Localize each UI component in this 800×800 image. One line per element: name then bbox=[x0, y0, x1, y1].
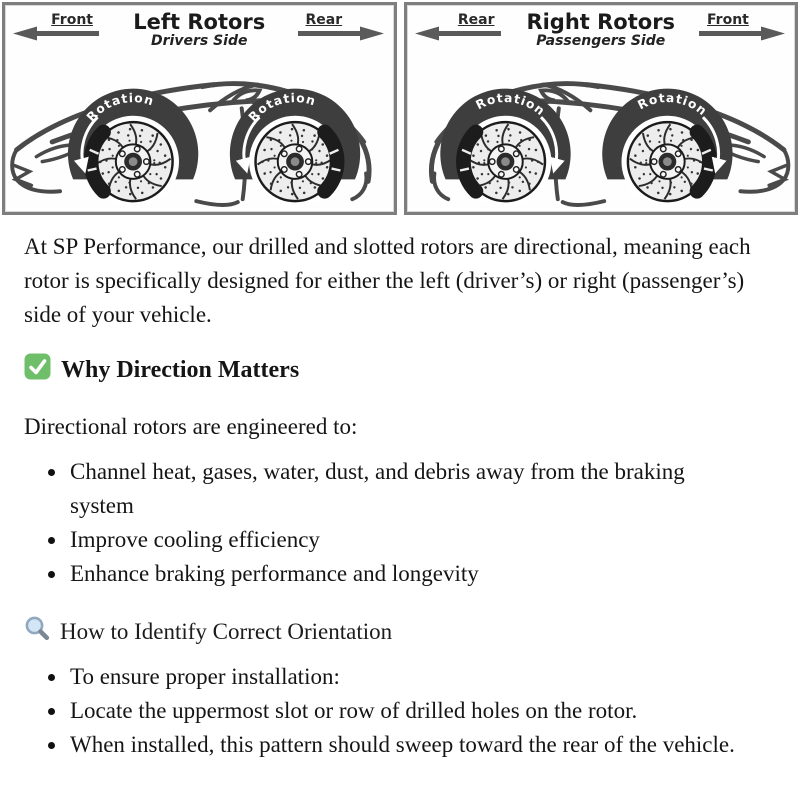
panel-left-rotors bbox=[2, 2, 397, 215]
panel-left-header bbox=[5, 5, 394, 49]
rotation-label: Rotation bbox=[634, 90, 710, 119]
article-body bbox=[0, 230, 800, 762]
car-illustration-right bbox=[407, 55, 796, 211]
panel-subtitle: Passengers Side bbox=[536, 33, 666, 50]
why-direction-matters-heading bbox=[24, 353, 772, 388]
rear-direction-indicator bbox=[415, 13, 503, 41]
engineered-lead: Directional rotors are engineered to: bbox=[24, 414, 358, 440]
panel-left-titles bbox=[101, 11, 298, 49]
rotation-label: Rotation bbox=[83, 90, 156, 125]
check-mark-icon bbox=[24, 353, 51, 388]
list-item: • Improve cooling efficiency bbox=[68, 523, 713, 557]
direction-arrow-left-icon bbox=[415, 26, 501, 41]
how-heading-label: How to Identify Correct Orientation bbox=[60, 618, 393, 644]
front-direction-indicator bbox=[699, 13, 787, 41]
rear-label: Rear bbox=[305, 12, 343, 28]
front-direction-indicator bbox=[13, 13, 101, 41]
list-item: • Locate the uppermost slot or row of drilled holes on the rotor. bbox=[68, 694, 772, 728]
why-heading-label: Why Direction Matters bbox=[61, 357, 300, 384]
magnifying-glass-icon bbox=[24, 615, 51, 649]
panel-right-rotors bbox=[404, 2, 799, 215]
intro-paragraph: At SP Performance, our drilled and slotted rotors are directional, meaning each rotor is specifically designed for either the left (driver’s) or right (passenger’s) side of your vehicle. bbox=[24, 234, 751, 327]
front-label: Front bbox=[707, 12, 749, 28]
rotation-label: Rotation bbox=[473, 90, 548, 119]
panel-title: Right Rotors bbox=[526, 10, 676, 34]
how-bullet-list bbox=[24, 660, 772, 761]
why-bullet-list bbox=[24, 455, 772, 590]
list-item: • To ensure proper installation: bbox=[68, 660, 772, 694]
panel-right-titles bbox=[503, 11, 700, 49]
direction-arrow-right-icon bbox=[699, 26, 785, 41]
direction-arrow-left-icon bbox=[13, 26, 99, 41]
panel-subtitle: Drivers Side bbox=[151, 33, 248, 50]
rear-label: Rear bbox=[457, 12, 495, 28]
rotor-diagram bbox=[0, 0, 800, 215]
front-label: Front bbox=[51, 12, 93, 28]
panel-title: Left Rotors bbox=[133, 10, 266, 34]
list-item: • Channel heat, gases, water, dust, and debris away from the braking system bbox=[68, 455, 713, 523]
rear-direction-indicator bbox=[298, 13, 386, 41]
list-item: • When installed, this pattern should sweep toward the rear of the vehicle. bbox=[68, 728, 772, 762]
how-to-identify-heading bbox=[24, 615, 772, 649]
direction-arrow-right-icon bbox=[298, 26, 384, 41]
car-illustration-left bbox=[5, 55, 394, 211]
panel-right-header bbox=[407, 5, 796, 49]
rotation-label: Rotation bbox=[245, 90, 318, 125]
list-item: • Enhance braking performance and longevity bbox=[68, 557, 713, 591]
